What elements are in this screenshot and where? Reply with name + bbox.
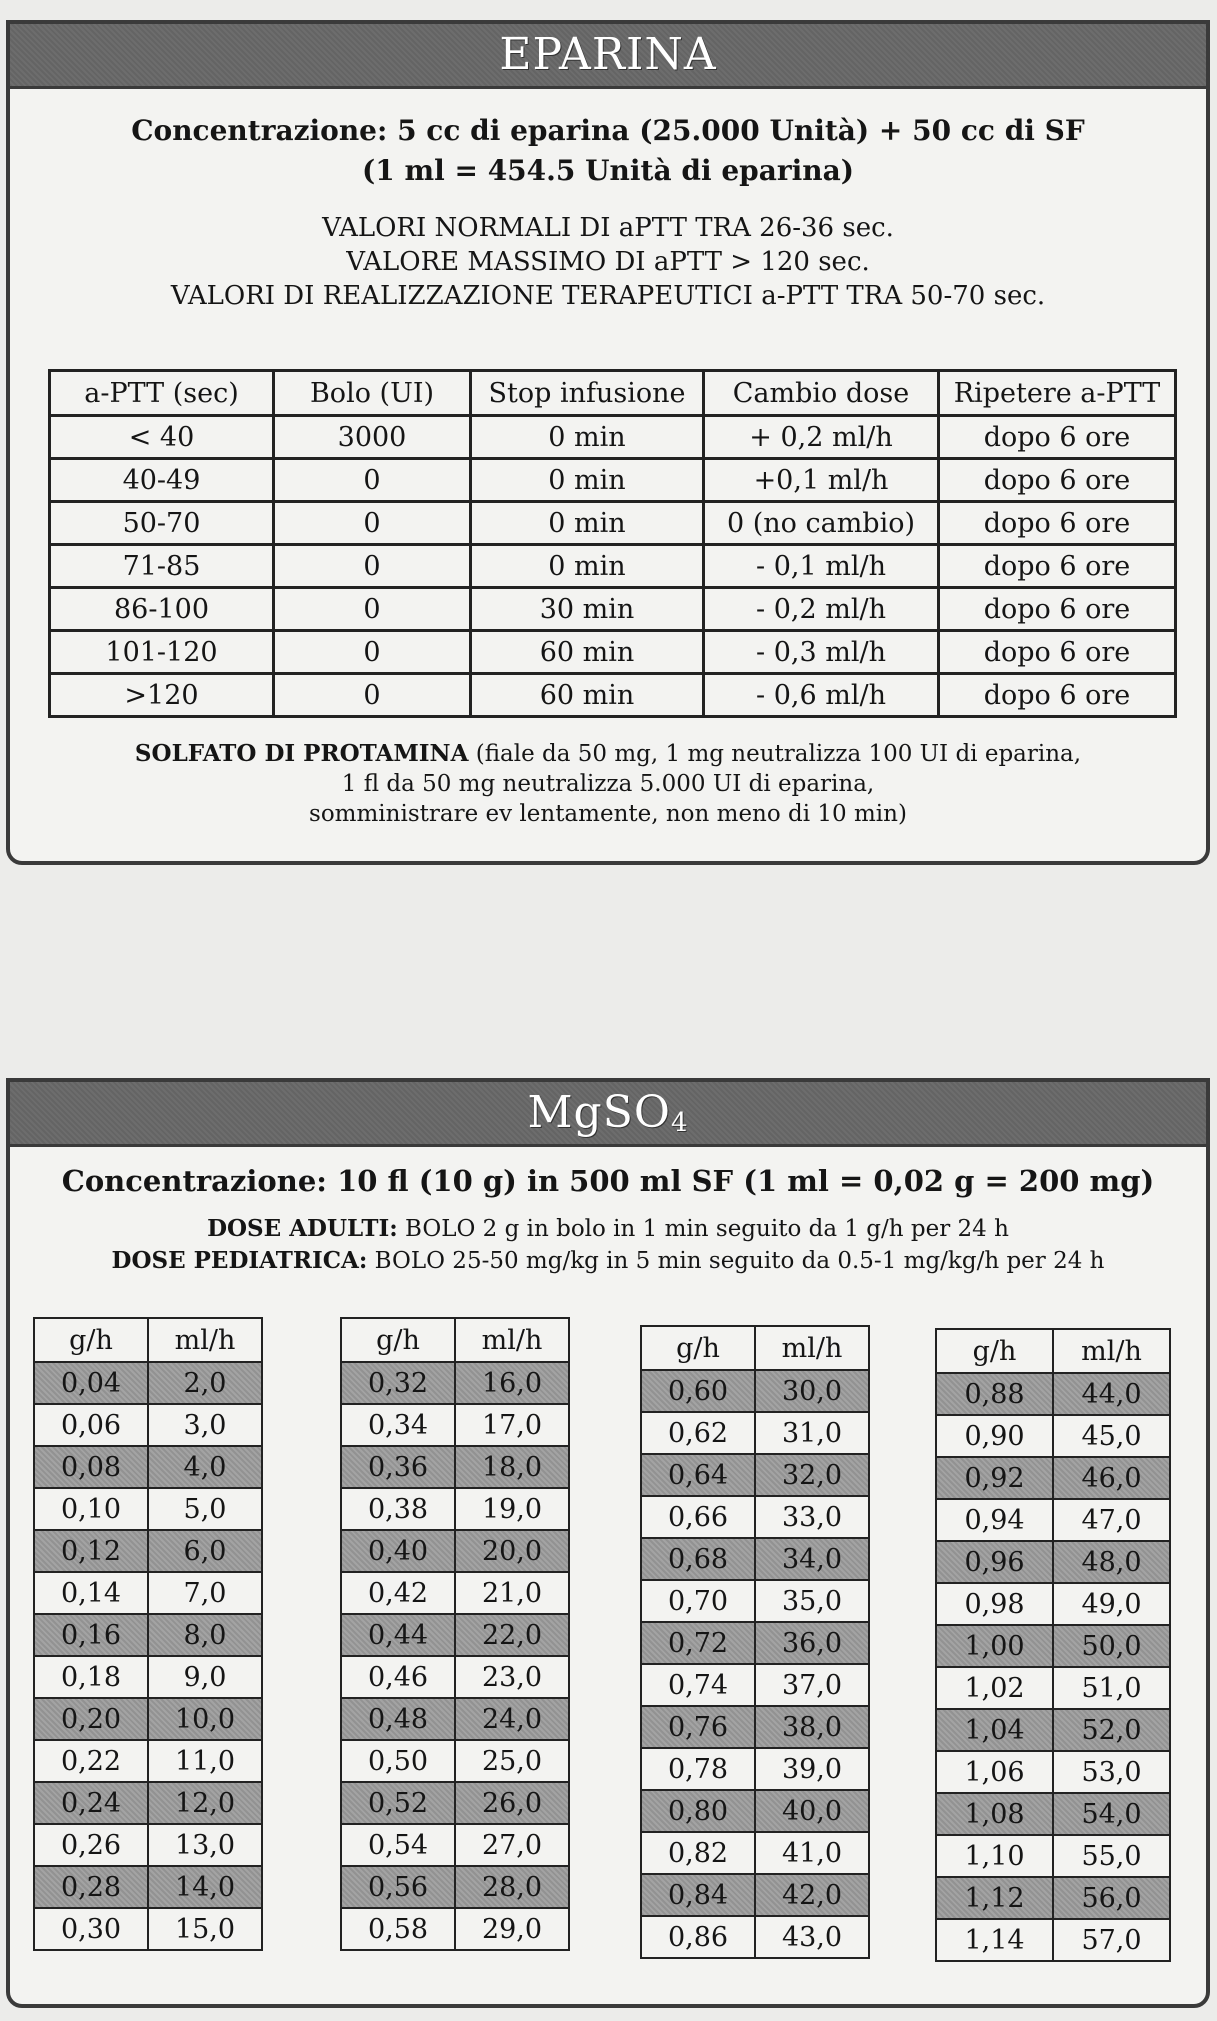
mg-table-row (641, 1706, 869, 1748)
g-h-value: 1,02 (936, 1667, 1053, 1709)
ml-h-value: 48,0 (1053, 1541, 1170, 1583)
mg-table-row (936, 1625, 1170, 1667)
mg-table-row (341, 1740, 569, 1782)
mgso4-title-subscript: 4 (670, 1108, 689, 1138)
g-h-value: 1,10 (936, 1835, 1053, 1877)
mg-table-row (341, 1908, 569, 1950)
g-h-value: 0,04 (34, 1362, 148, 1404)
aptt-table-row (50, 631, 1176, 674)
cambio-dose-value: - 0,6 ml/h (704, 674, 939, 717)
bolo-value: 0 (274, 631, 471, 674)
aptt-table-row (50, 502, 1176, 545)
g-h-value: 0,60 (641, 1370, 755, 1412)
protamina-line3: somministrare ev lentamente, non meno di 10 min) (309, 801, 907, 827)
mg-table-row (341, 1698, 569, 1740)
aptt-table-header-row (50, 371, 1176, 416)
bolo-value: 0 (274, 502, 471, 545)
mg-table-row (34, 1866, 262, 1908)
ml-h-value: 50,0 (1053, 1625, 1170, 1667)
ml-h-value: 5,0 (148, 1488, 262, 1530)
stop-infusione-value: 0 min (471, 416, 704, 459)
g-h-value: 0,92 (936, 1457, 1053, 1499)
aptt-table-row (50, 459, 1176, 502)
g-h-value: 0,74 (641, 1664, 755, 1706)
eparina-concentration-line1: Concentrazione: 5 cc di eparina (25.000 Unità) + 50 cc di SF (131, 114, 1085, 147)
ml-h-value: 2,0 (148, 1362, 262, 1404)
ml-h-value: 29,0 (455, 1908, 569, 1950)
ripetere-value: dopo 6 ore (939, 545, 1176, 588)
header-cambio-dose: Cambio dose (704, 371, 939, 416)
stop-infusione-value: 0 min (471, 545, 704, 588)
g-h-value: 0,06 (34, 1404, 148, 1446)
cambio-dose-value: - 0,1 ml/h (704, 545, 939, 588)
ml-h-value: 13,0 (148, 1824, 262, 1866)
mg-table-row (341, 1446, 569, 1488)
mg-table-row (341, 1530, 569, 1572)
mg-table-row (641, 1916, 869, 1958)
mgso4-title (10, 1082, 1206, 1147)
header-g-h: g/h (936, 1329, 1053, 1373)
g-h-value: 0,78 (641, 1748, 755, 1790)
g-h-value: 1,08 (936, 1793, 1053, 1835)
g-h-value: 0,54 (341, 1824, 455, 1866)
mg-table-row (341, 1782, 569, 1824)
mg-table-row (34, 1740, 262, 1782)
g-h-value: 0,84 (641, 1874, 755, 1916)
stop-infusione-value: 30 min (471, 588, 704, 631)
ml-h-value: 57,0 (1053, 1919, 1170, 1961)
ml-h-value: 55,0 (1053, 1835, 1170, 1877)
g-h-value: 0,38 (341, 1488, 455, 1530)
header-g-h: g/h (641, 1326, 755, 1370)
ml-h-value: 17,0 (455, 1404, 569, 1446)
ml-h-value: 46,0 (1053, 1457, 1170, 1499)
ripetere-value: dopo 6 ore (939, 631, 1176, 674)
stop-infusione-value: 60 min (471, 631, 704, 674)
g-h-value: 0,16 (34, 1614, 148, 1656)
g-h-value: 1,12 (936, 1877, 1053, 1919)
ripetere-value: dopo 6 ore (939, 416, 1176, 459)
ml-h-value: 9,0 (148, 1656, 262, 1698)
dose-pediatrica (10, 1245, 1206, 1277)
ml-h-value: 54,0 (1053, 1793, 1170, 1835)
ml-h-value: 15,0 (148, 1908, 262, 1950)
protamina-line1: (fiale da 50 mg, 1 mg neutralizza 100 UI di eparina, (468, 741, 1082, 767)
mg-table-row (641, 1580, 869, 1622)
ml-h-value: 34,0 (755, 1538, 869, 1580)
mg-table-row (936, 1919, 1170, 1961)
ml-h-value: 40,0 (755, 1790, 869, 1832)
mg-table-header-row (641, 1326, 869, 1370)
g-h-value: 0,18 (34, 1656, 148, 1698)
mg-table-row (34, 1908, 262, 1950)
ml-h-value: 25,0 (455, 1740, 569, 1782)
g-h-value: 0,86 (641, 1916, 755, 1958)
g-h-value: 0,46 (341, 1656, 455, 1698)
ml-h-value: 52,0 (1053, 1709, 1170, 1751)
header-ml-h: ml/h (455, 1318, 569, 1362)
g-h-value: 0,12 (34, 1530, 148, 1572)
eparina-title: EPARINA (10, 24, 1206, 89)
g-h-value: 0,48 (341, 1698, 455, 1740)
mg-table-row (641, 1832, 869, 1874)
g-h-value: 0,58 (341, 1908, 455, 1950)
aptt-range: 101-120 (50, 631, 274, 674)
cambio-dose-value: - 0,2 ml/h (704, 588, 939, 631)
mg-table-header-row (341, 1318, 569, 1362)
mg-table-row (34, 1698, 262, 1740)
aptt-range: < 40 (50, 416, 274, 459)
mg-table-row (936, 1751, 1170, 1793)
ml-h-value: 51,0 (1053, 1667, 1170, 1709)
mg-table-row (936, 1793, 1170, 1835)
ml-h-value: 28,0 (455, 1866, 569, 1908)
mgso4-concentration: Concentrazione: 10 fl (10 g) in 500 ml SF (1 ml = 0,02 g = 200 mg) (61, 1164, 1155, 1198)
aptt-table-row (50, 674, 1176, 717)
mg-table-row (34, 1782, 262, 1824)
g-h-value: 0,70 (641, 1580, 755, 1622)
mg-table-row (641, 1496, 869, 1538)
mg-table-row (641, 1412, 869, 1454)
g-h-value: 0,26 (34, 1824, 148, 1866)
g-h-value: 0,82 (641, 1832, 755, 1874)
mg-table-row (34, 1488, 262, 1530)
ml-h-value: 16,0 (455, 1362, 569, 1404)
ml-h-value: 53,0 (1053, 1751, 1170, 1793)
ml-h-value: 44,0 (1053, 1373, 1170, 1415)
ml-h-value: 37,0 (755, 1664, 869, 1706)
g-h-value: 0,80 (641, 1790, 755, 1832)
ml-h-value: 49,0 (1053, 1583, 1170, 1625)
dose-pediatrica-label: DOSE PEDIATRICA: (111, 1247, 368, 1274)
ml-h-value: 31,0 (755, 1412, 869, 1454)
g-h-value: 1,06 (936, 1751, 1053, 1793)
aptt-range: 50-70 (50, 502, 274, 545)
ml-h-value: 56,0 (1053, 1877, 1170, 1919)
ml-h-value: 47,0 (1053, 1499, 1170, 1541)
aptt-table-row (50, 416, 1176, 459)
header-ripetere-aptt: Ripetere a-PTT (939, 371, 1176, 416)
aptt-table-row (50, 588, 1176, 631)
ml-h-value: 32,0 (755, 1454, 869, 1496)
mg-table-row (936, 1583, 1170, 1625)
ml-h-value: 18,0 (455, 1446, 569, 1488)
g-h-value: 0,08 (34, 1446, 148, 1488)
mg-table-row (936, 1667, 1170, 1709)
mg-table-row (341, 1614, 569, 1656)
aptt-range: 40-49 (50, 459, 274, 502)
g-h-value: 0,36 (341, 1446, 455, 1488)
ml-h-value: 6,0 (148, 1530, 262, 1572)
header-ml-h: ml/h (148, 1318, 262, 1362)
mg-table-row (936, 1457, 1170, 1499)
bolo-value: 0 (274, 545, 471, 588)
ml-h-value: 30,0 (755, 1370, 869, 1412)
ml-h-value: 10,0 (148, 1698, 262, 1740)
g-h-value: 0,42 (341, 1572, 455, 1614)
mgso4-table-4 (935, 1328, 1171, 1962)
ml-h-value: 22,0 (455, 1614, 569, 1656)
dose-pediatrica-text: BOLO 25-50 mg/kg in 5 min seguito da 0.5-1 mg/kg/h per 24 h (367, 1248, 1105, 1274)
g-h-value: 0,34 (341, 1404, 455, 1446)
eparina-concentration-line2: (1 ml = 454.5 Unità di eparina) (362, 154, 854, 187)
g-h-value: 1,14 (936, 1919, 1053, 1961)
ml-h-value: 14,0 (148, 1866, 262, 1908)
header-ml-h: ml/h (755, 1326, 869, 1370)
aptt-range: >120 (50, 674, 274, 717)
mg-table-row (641, 1874, 869, 1916)
mg-table-row (936, 1373, 1170, 1415)
cambio-dose-value: + 0,2 ml/h (704, 416, 939, 459)
g-h-value: 0,32 (341, 1362, 455, 1404)
bolo-value: 0 (274, 459, 471, 502)
bolo-value: 3000 (274, 416, 471, 459)
bolo-value: 0 (274, 588, 471, 631)
mgso4-table-2 (340, 1317, 570, 1951)
ml-h-value: 24,0 (455, 1698, 569, 1740)
mg-table-row (641, 1748, 869, 1790)
ml-h-value: 21,0 (455, 1572, 569, 1614)
g-h-value: 0,14 (34, 1572, 148, 1614)
dose-adulti-label: DOSE ADULTI: (207, 1215, 398, 1242)
g-h-value: 0,30 (34, 1908, 148, 1950)
mg-table-row (641, 1370, 869, 1412)
mg-table-row (341, 1362, 569, 1404)
mg-table-row (34, 1446, 262, 1488)
mg-table-row (341, 1404, 569, 1446)
ml-h-value: 7,0 (148, 1572, 262, 1614)
g-h-value: 0,28 (34, 1866, 148, 1908)
mg-table-row (341, 1572, 569, 1614)
g-h-value: 0,90 (936, 1415, 1053, 1457)
mg-table-row (936, 1709, 1170, 1751)
mgso4-title-main: MgSO (527, 1087, 671, 1138)
dose-adulti-text: BOLO 2 g in bolo in 1 min seguito da 1 g/h per 24 h (397, 1216, 1009, 1242)
cambio-dose-value: - 0,3 ml/h (704, 631, 939, 674)
aptt-table-row (50, 545, 1176, 588)
mg-table-row (341, 1824, 569, 1866)
g-h-value: 0,56 (341, 1866, 455, 1908)
mg-table-header-row (936, 1329, 1170, 1373)
mgso4-table-1 (33, 1317, 263, 1951)
g-h-value: 0,10 (34, 1488, 148, 1530)
g-h-value: 0,98 (936, 1583, 1053, 1625)
dose-adulti (10, 1213, 1206, 1245)
protamina-label: SOLFATO DI PROTAMINA (134, 740, 469, 767)
mg-table-row (641, 1622, 869, 1664)
g-h-value: 0,96 (936, 1541, 1053, 1583)
mgso4-card (6, 1078, 1210, 2008)
bolo-value: 0 (274, 674, 471, 717)
ml-h-value: 43,0 (755, 1916, 869, 1958)
aptt-range: 86-100 (50, 588, 274, 631)
header-aptt: a-PTT (sec) (50, 371, 274, 416)
g-h-value: 0,76 (641, 1706, 755, 1748)
g-h-value: 0,64 (641, 1454, 755, 1496)
mg-table-row (641, 1454, 869, 1496)
g-h-value: 1,00 (936, 1625, 1053, 1667)
header-bolo: Bolo (UI) (274, 371, 471, 416)
ripetere-value: dopo 6 ore (939, 459, 1176, 502)
mg-table-row (936, 1415, 1170, 1457)
aptt-therapeutic-range: VALORI DI REALIZZAZIONE TERAPEUTICI a-PTT TRA 50-70 sec. (170, 281, 1046, 311)
mg-table-row (641, 1790, 869, 1832)
mg-table-row (936, 1835, 1170, 1877)
ml-h-value: 3,0 (148, 1404, 262, 1446)
mg-table-row (34, 1656, 262, 1698)
aptt-normal-values: VALORI NORMALI DI aPTT TRA 26-36 sec. (322, 213, 894, 243)
ml-h-value: 36,0 (755, 1622, 869, 1664)
ml-h-value: 27,0 (455, 1824, 569, 1866)
mg-table-row (936, 1541, 1170, 1583)
g-h-value: 0,94 (936, 1499, 1053, 1541)
cambio-dose-value: 0 (no cambio) (704, 502, 939, 545)
g-h-value: 0,40 (341, 1530, 455, 1572)
mg-table-row (641, 1538, 869, 1580)
ml-h-value: 23,0 (455, 1656, 569, 1698)
mg-table-row (34, 1614, 262, 1656)
mg-table-row (34, 1824, 262, 1866)
g-h-value: 0,20 (34, 1698, 148, 1740)
mg-table-row (936, 1877, 1170, 1919)
header-ml-h: ml/h (1053, 1329, 1170, 1373)
g-h-value: 1,04 (936, 1709, 1053, 1751)
mg-table-row (341, 1488, 569, 1530)
g-h-value: 0,66 (641, 1496, 755, 1538)
mg-table-row (34, 1362, 262, 1404)
protamina-note (10, 739, 1206, 829)
ml-h-value: 12,0 (148, 1782, 262, 1824)
mg-table-row (641, 1664, 869, 1706)
stop-infusione-value: 0 min (471, 459, 704, 502)
g-h-value: 0,24 (34, 1782, 148, 1824)
ml-h-value: 11,0 (148, 1740, 262, 1782)
g-h-value: 0,22 (34, 1740, 148, 1782)
mgso4-table-3 (640, 1325, 870, 1959)
header-g-h: g/h (34, 1318, 148, 1362)
ml-h-value: 4,0 (148, 1446, 262, 1488)
ml-h-value: 26,0 (455, 1782, 569, 1824)
mg-table-row (341, 1866, 569, 1908)
g-h-value: 0,52 (341, 1782, 455, 1824)
eparina-card (6, 20, 1210, 865)
ml-h-value: 42,0 (755, 1874, 869, 1916)
stop-infusione-value: 0 min (471, 502, 704, 545)
ml-h-value: 33,0 (755, 1496, 869, 1538)
g-h-value: 0,50 (341, 1740, 455, 1782)
ripetere-value: dopo 6 ore (939, 588, 1176, 631)
ml-h-value: 19,0 (455, 1488, 569, 1530)
g-h-value: 0,88 (936, 1373, 1053, 1415)
mg-table-row (34, 1572, 262, 1614)
mg-table-row (341, 1656, 569, 1698)
ripetere-value: dopo 6 ore (939, 674, 1176, 717)
mg-table-row (34, 1404, 262, 1446)
header-stop-infusione: Stop infusione (471, 371, 704, 416)
protamina-line2: 1 fl da 50 mg neutralizza 5.000 UI di eparina, (341, 771, 875, 797)
ml-h-value: 39,0 (755, 1748, 869, 1790)
mg-table-row (936, 1499, 1170, 1541)
g-h-value: 0,72 (641, 1622, 755, 1664)
ml-h-value: 38,0 (755, 1706, 869, 1748)
ml-h-value: 35,0 (755, 1580, 869, 1622)
aptt-max-value: VALORE MASSIMO DI aPTT > 120 sec. (346, 247, 870, 277)
ml-h-value: 20,0 (455, 1530, 569, 1572)
aptt-range: 71-85 (50, 545, 274, 588)
cambio-dose-value: +0,1 ml/h (704, 459, 939, 502)
ripetere-value: dopo 6 ore (939, 502, 1176, 545)
mg-table-header-row (34, 1318, 262, 1362)
mg-table-row (34, 1530, 262, 1572)
ml-h-value: 41,0 (755, 1832, 869, 1874)
g-h-value: 0,62 (641, 1412, 755, 1454)
ml-h-value: 8,0 (148, 1614, 262, 1656)
g-h-value: 0,44 (341, 1614, 455, 1656)
ml-h-value: 45,0 (1053, 1415, 1170, 1457)
stop-infusione-value: 60 min (471, 674, 704, 717)
aptt-dosing-table (48, 369, 1177, 718)
g-h-value: 0,68 (641, 1538, 755, 1580)
header-g-h: g/h (341, 1318, 455, 1362)
